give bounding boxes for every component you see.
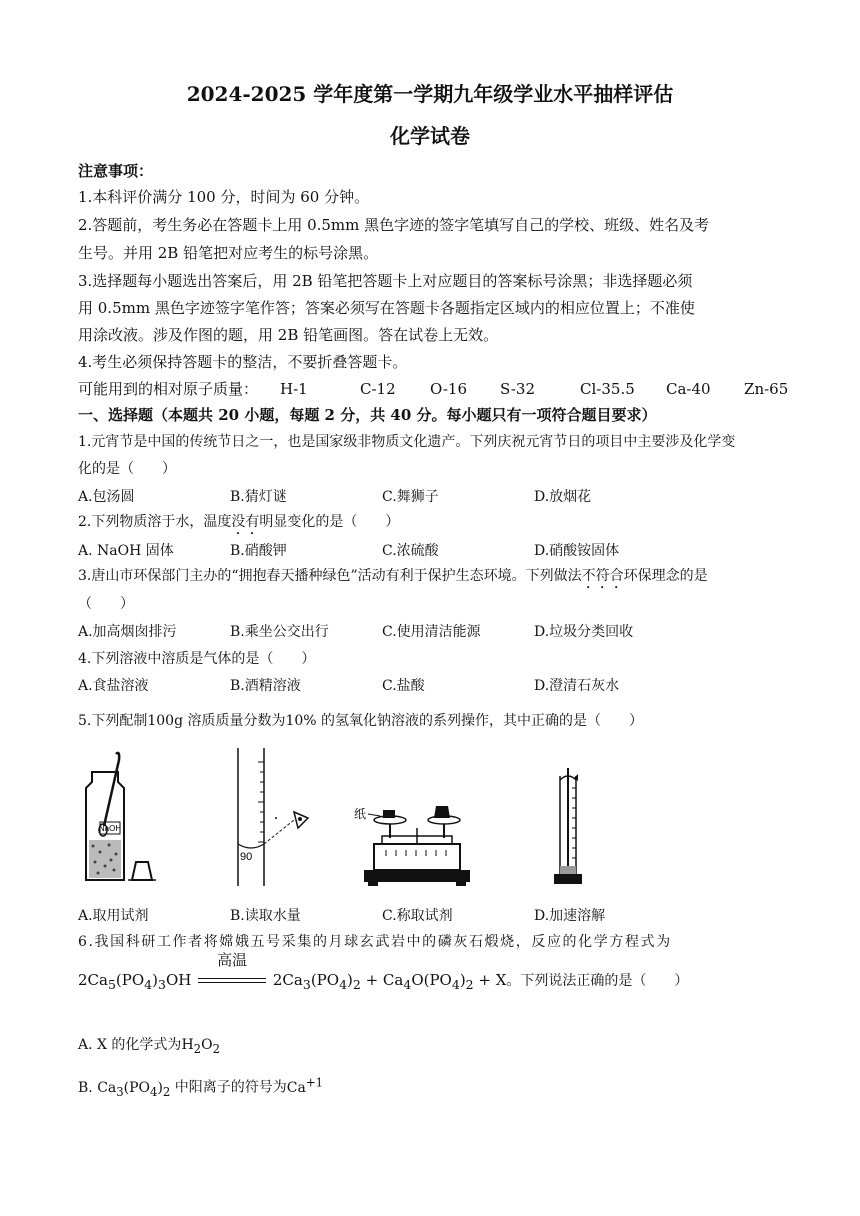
q6-option-b-text: 中阳离子的符号为 bbox=[170, 1079, 287, 1096]
figure-c-balance bbox=[352, 748, 478, 886]
atomic-mass-c: C-12 bbox=[360, 380, 396, 398]
notice-heading: 注意事项： bbox=[78, 162, 154, 180]
exam-subtitle: 化学试卷 bbox=[390, 124, 470, 148]
question-2-stem bbox=[78, 511, 399, 538]
q6-product-formula: $2Ca_3(PO_4)_2 + Ca_4O(PO_4)_2 + X$ bbox=[272, 971, 507, 992]
q3-stem-post: 环保理念的是 bbox=[623, 568, 708, 584]
figure-b-label: 90 bbox=[240, 851, 253, 863]
q3-option-c: C.使用清洁能源 bbox=[382, 624, 481, 640]
q5-option-c: C.称取试剂 bbox=[382, 908, 453, 924]
question-6-line-1: 6.我国科研工作者将嫦娥五号采集的月球玄武岩中的磷灰石煅烧，反应的化学方程式为 bbox=[78, 934, 672, 950]
atomic-mass-o: O-16 bbox=[430, 380, 468, 398]
notice-line-4: 3.选择题每小题选出答案后，用 2B 铅笔把答题卡上对应题目的答案标号涂黑；非选择题必须 bbox=[78, 272, 693, 290]
notice-line-7: 4.考生必须保持答题卡的整洁，不要折叠答题卡。 bbox=[78, 353, 408, 371]
q1-option-c: C.舞狮子 bbox=[382, 489, 439, 505]
exam-title: 2024-2025 学年度第一学期九年级学业水平抽样评估 bbox=[186, 82, 674, 106]
q4-option-d: D.澄清石灰水 bbox=[534, 678, 620, 694]
q2-option-d: D.硝酸铵固体 bbox=[534, 543, 620, 559]
q6-chemical-equation bbox=[78, 951, 689, 992]
q3-option-d: D.垃圾分类回收 bbox=[534, 624, 634, 640]
question-1-line-2: 化的是（ ） bbox=[78, 461, 176, 477]
q3-option-a: A.加高烟囱排污 bbox=[78, 624, 177, 640]
figure-a-label: NaOH bbox=[98, 824, 122, 833]
q4-option-a: A.食盐溶液 bbox=[78, 678, 149, 694]
notice-line-2: 2.答题前，考生务必在答题卡上用 0.5mm 黑色字迹的签字笔填写自己的学校、班级、姓名及考 bbox=[78, 216, 710, 234]
notice-line-1: 1.本科评价满分 100 分，时间为 60 分钟。 bbox=[78, 188, 370, 206]
q2-stem-pre: 2.下列物质溶于水，温度 bbox=[78, 514, 232, 530]
question-5-stem: 5.下列配制100g 溶质质量分数为10% 的氢氧化钠溶液的系列操作，其中正确的是（ ） bbox=[78, 713, 644, 729]
q6-reaction-condition: 高温 bbox=[217, 951, 248, 969]
notice-line-5: 用 0.5mm 黑色字迹签字笔作答；答案必须写在答题卡各题指定区域内的相应位置上；不准使 bbox=[78, 299, 695, 317]
atomic-mass-zn: Zn-65 bbox=[744, 380, 789, 398]
atomic-mass-s: S-32 bbox=[500, 380, 535, 398]
q5-option-a: A.取用试剂 bbox=[78, 908, 149, 924]
q3-stem-emphasis: 不符合 bbox=[581, 568, 624, 584]
q3-stem-pre: 3.唐山市环保部门主办的“拥抱春天播种绿色”活动有利于保护生态环境。下列做法 bbox=[78, 568, 582, 584]
question-3-line-2: （ ） bbox=[78, 596, 134, 612]
q2-stem-post: 明显变化的是（ ） bbox=[259, 514, 400, 530]
q6-reaction-arrow bbox=[196, 951, 268, 991]
q2-stem-emphasis: 没有 bbox=[231, 514, 260, 530]
q6-reactant-formula: $2Ca_5(PO_4)_3OH$ bbox=[78, 971, 192, 992]
section-1-heading: 一、选择题（本题共 20 小题，每题 2 分，共 40 分。每小题只有一项符合题目要求） bbox=[78, 406, 657, 424]
q6-option-a bbox=[78, 1034, 220, 1056]
figure-b-cylinder-reading bbox=[228, 748, 324, 886]
atomic-mass-line bbox=[78, 378, 788, 399]
q1-option-d: D.放烟花 bbox=[534, 489, 592, 505]
q4-option-b: B.酒精溶液 bbox=[230, 678, 301, 694]
q2-option-a: A. NaOH 固体 bbox=[78, 543, 174, 559]
q3-option-b: B.乘坐公交出行 bbox=[230, 624, 329, 640]
q6-option-b-ion: $Ca^{+1}$ bbox=[286, 1075, 324, 1096]
q1-option-b: B.猜灯谜 bbox=[230, 489, 287, 505]
atomic-mass-label: 可能用到的相对原子质量： bbox=[78, 380, 259, 398]
q6-option-a-text: A. X 的化学式为 bbox=[78, 1037, 182, 1053]
figure-c-label: 纸 bbox=[354, 807, 367, 821]
q2-option-c: C.浓硫酸 bbox=[382, 543, 439, 559]
q1-option-a: A.包汤圆 bbox=[78, 489, 135, 505]
atomic-mass-cl: Cl-35.5 bbox=[580, 380, 635, 398]
q5-option-b: B.读取水量 bbox=[230, 908, 301, 924]
notice-line-6: 用涂改液。涉及作图的题，用 2B 铅笔画图。答在试卷上无效。 bbox=[78, 326, 499, 344]
question-4-stem: 4.下列溶液中溶质是气体的是（ ） bbox=[78, 651, 316, 667]
q5-option-d: D.加速溶解 bbox=[534, 908, 606, 924]
notice-line-3: 生号。并用 2B 铅笔把对应考生的标号涂黑。 bbox=[78, 244, 379, 262]
q6-option-b bbox=[78, 1075, 323, 1098]
figure-a-reagent-bottle bbox=[76, 748, 158, 886]
question-3-line-1 bbox=[78, 565, 708, 592]
figure-d-stirring-cylinder bbox=[548, 748, 588, 886]
atomic-mass-ca: Ca-40 bbox=[666, 380, 711, 398]
q4-option-c: C.盐酸 bbox=[382, 678, 425, 694]
q6-option-a-formula: $H_2O_2$ bbox=[181, 1037, 220, 1056]
q6-option-b-prefix: B. $Ca_3(PO_4)_2$ bbox=[78, 1079, 171, 1099]
atomic-mass-h: H-1 bbox=[280, 380, 308, 398]
q6-stem-suffix: 。下列说法正确的是（ ） bbox=[506, 973, 689, 989]
question-1-line-1: 1.元宵节是中国的传统节日之一，也是国家级非物质文化遗产。下列庆祝元宵节日的项目中主要涉及化学变 bbox=[78, 434, 736, 450]
q2-option-b: B.硝酸钾 bbox=[230, 543, 287, 559]
